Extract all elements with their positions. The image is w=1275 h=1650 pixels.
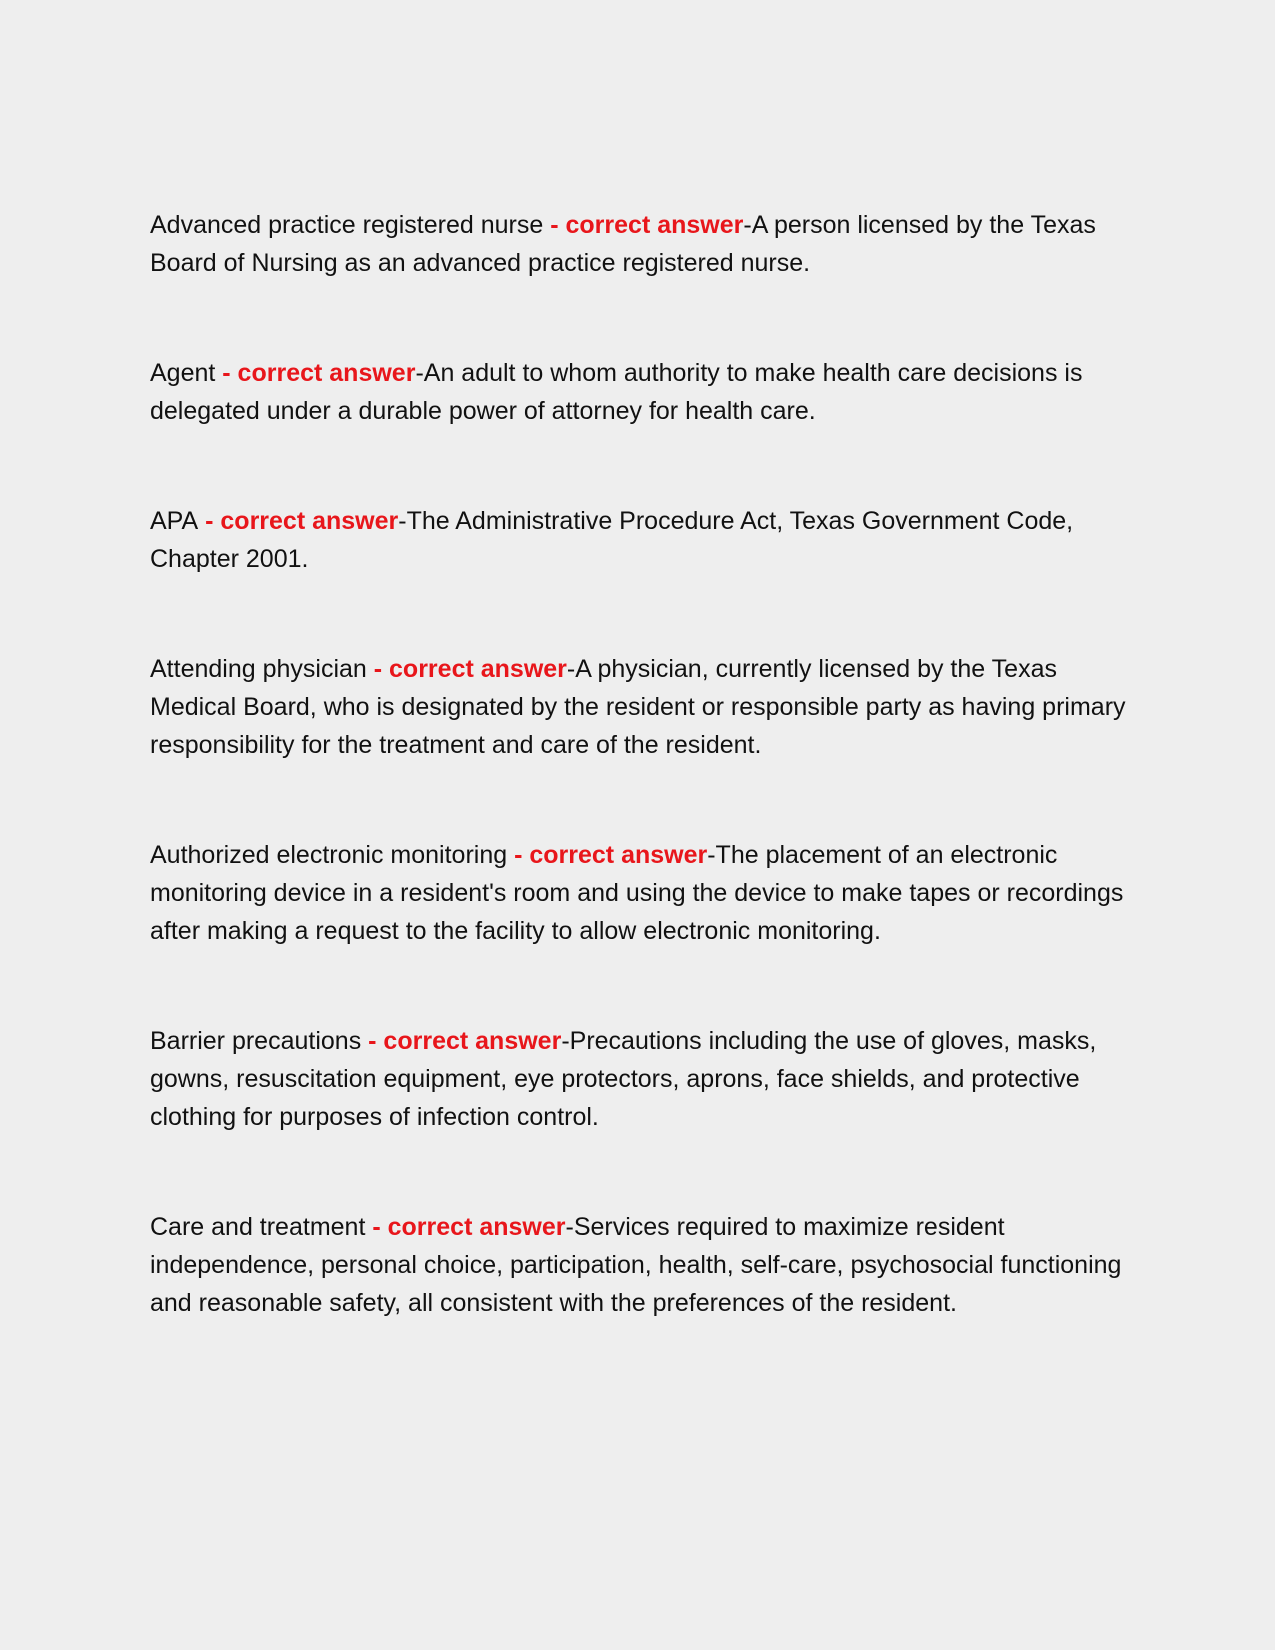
glossary-entry bbox=[150, 206, 1130, 282]
answer-marker: - correct answer bbox=[507, 841, 708, 869]
answer-marker: - correct answer bbox=[198, 507, 399, 535]
answer-marker: - correct answer bbox=[366, 655, 567, 683]
answer-marker: - correct answer bbox=[215, 359, 416, 387]
entry-term: Barrier precautions bbox=[150, 1027, 362, 1055]
glossary-entry bbox=[150, 1022, 1130, 1136]
entry-definition: -Precautions including the use of gloves, masks, gowns, resuscitation equipment, eye protectors, aprons, face shields, and protective clothing for purposes of infection control. bbox=[150, 1027, 1097, 1131]
entry-term: APA bbox=[150, 507, 199, 535]
entry-definition: -An adult to whom authority to make health care decisions is delegated under a durable power of attorney for health care. bbox=[150, 359, 1083, 425]
entry-term: Agent bbox=[150, 359, 216, 387]
glossary-entry bbox=[150, 354, 1130, 430]
entry-definition: -The placement of an electronic monitoring device in a resident's room and using the device to make tapes or recordings after making a request to the facility to allow electronic monitoring. bbox=[150, 841, 1124, 945]
entry-definition: -A physician, currently licensed by the Texas Medical Board, who is designated by the resident or responsible party as having primary responsibility for the treatment and care of the resident. bbox=[150, 655, 1126, 759]
answer-marker: - correct answer bbox=[365, 1213, 566, 1241]
entry-term: Attending physician bbox=[150, 655, 367, 683]
answer-marker: - correct answer bbox=[361, 1027, 562, 1055]
entry-definition: -A person licensed by the Texas Board of Nursing as an advanced practice registered nurse. bbox=[150, 211, 1096, 277]
glossary-entry bbox=[150, 502, 1130, 578]
answer-marker: - correct answer bbox=[543, 211, 744, 239]
glossary-entry bbox=[150, 650, 1130, 764]
entry-definition: -The Administrative Procedure Act, Texas Government Code, Chapter 2001. bbox=[150, 507, 1074, 573]
entry-term: Advanced practice registered nurse bbox=[150, 211, 544, 239]
entry-definition: -Services required to maximize resident independence, personal choice, participation, health, self-care, psychosocial functioning and reasonable safety, all consistent with the preferences of the resident. bbox=[150, 1213, 1122, 1317]
glossary-entry bbox=[150, 836, 1130, 950]
glossary-entry bbox=[150, 1208, 1130, 1322]
entry-term: Care and treatment bbox=[150, 1213, 366, 1241]
entry-term: Authorized electronic monitoring bbox=[150, 841, 508, 869]
